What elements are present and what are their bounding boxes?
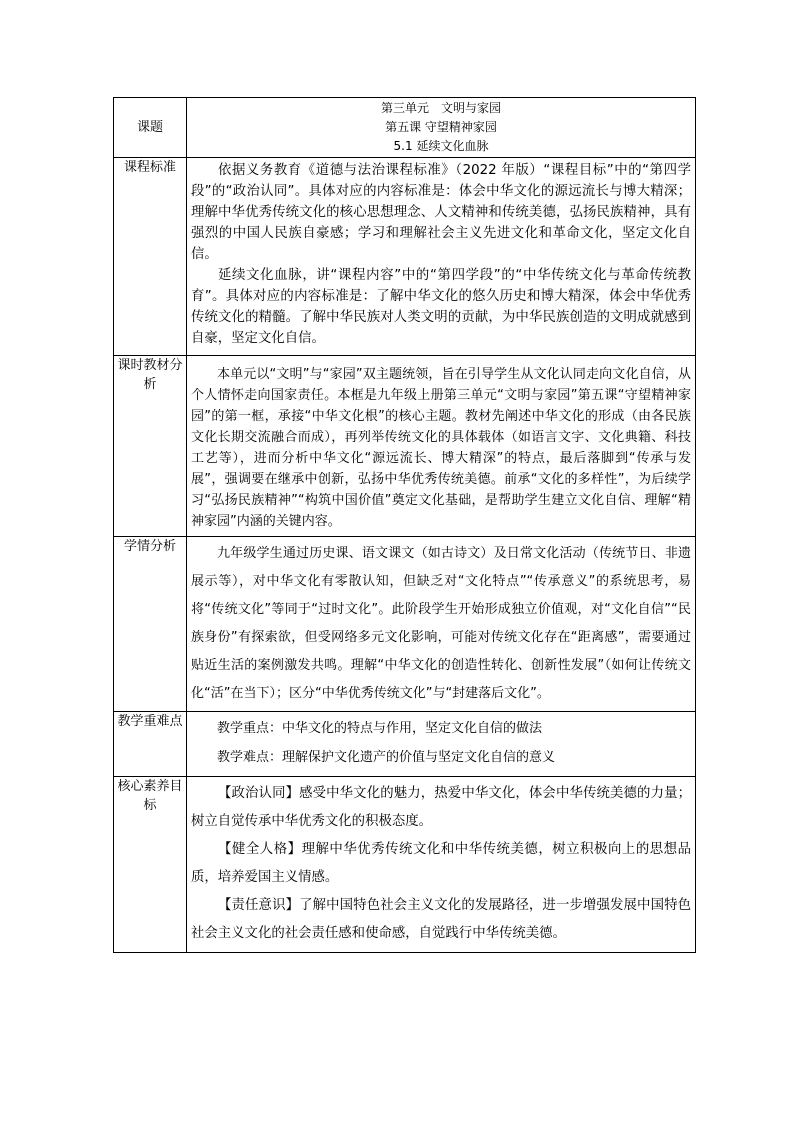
textbook-analysis-text: 本单元以“文明”与“家园”双主题统领，旨在引导学生从文化认同走向文化自信，从个人情怀走向国家责任。本框是九年级上册第三单元“文明与家园”第五课“守望精神家园”的第一框，承接“中华文化根”的核心主题。教材先阐述中华文化的形成（由各民族文化长期交流融合而成），再列举传统文化的具体载体（如语言文字、文化典籍、科技工艺等），进而分析中华文化“源远流长、博大精深”的特点，最后落脚到“传承与发展”，强调要在继承中创新，弘扬中华优秀传统美德。前承“文化的多样性”，为后续学习“弘扬民族精神”“构筑中国价值”奠定文化基础，是帮助学生建立文化自信、理解“精神家园”内涵的关键内容。 bbox=[191, 367, 691, 529]
goal-political-identity: 【政治认同】感受中华文化的魅力，热爱中华文化，体会中华传统美德的力量；树立自觉传承中华优秀文化的积极态度。 bbox=[191, 786, 691, 829]
curriculum-standard-content bbox=[187, 158, 696, 356]
key-points-label: 教学重难点 bbox=[114, 712, 187, 777]
textbook-analysis-row bbox=[114, 356, 696, 537]
key-points-content bbox=[187, 712, 696, 777]
textbook-analysis-content bbox=[187, 356, 696, 537]
goal-sound-personality: 【健全人格】理解中华优秀传统文化和中华传统美德，树立积极向上的思想品质，培养爱国主义情感。 bbox=[191, 842, 691, 885]
topic-row bbox=[114, 98, 696, 158]
lesson-title: 第五课 守望精神家园 bbox=[385, 120, 497, 134]
core-goals-content bbox=[187, 777, 696, 953]
topic-label: 课题 bbox=[114, 98, 187, 158]
learner-analysis-label: 学情分析 bbox=[114, 537, 187, 712]
teaching-focus: 教学重点：中华文化的特点与作用，坚定文化自信的做法 bbox=[217, 721, 543, 736]
curriculum-standard-label: 课程标准 bbox=[114, 158, 187, 356]
section-title: 5.1 延续文化血脉 bbox=[393, 139, 489, 153]
core-goals-row bbox=[114, 777, 696, 953]
learner-analysis-text: 九年级学生通过历史课、语文课文（如古诗文）及日常文化活动（传统节日、非遗展示等），对中华文化有零散认知，但缺乏对“文化特点”“传承意义”的系统思考，易将“传统文化”等同于“过时文化”。此阶段学生开始形成独立价值观，对“文化自信”“民族身份”有探索欲，但受网络多元文化影响，可能对传统文化存在“距离感”，需要通过贴近生活的案例激发共鸣。理解“中华文化的创造性转化、创新性发展”（如何让传统文化“活”在当下）；区分“中华优秀传统文化”与“封建落后文化”。 bbox=[191, 546, 691, 701]
unit-title: 第三单元 文明与家园 bbox=[380, 101, 501, 115]
core-goals-label: 核心素养目标 bbox=[114, 777, 187, 953]
topic-content bbox=[187, 98, 696, 158]
key-points-row bbox=[114, 712, 696, 777]
teaching-difficulty: 教学难点：理解保护文化遗产的价值与坚定文化自信的意义 bbox=[217, 750, 556, 765]
learner-analysis-content bbox=[187, 537, 696, 712]
curriculum-standard-paragraph-1: 依据义务教育《道德与法治课程标准》（2022 年版）“课程目标”中的“第四学段”的“政治认同”。具体对应的内容标准是：体会中华文化的源远流长与博大精深；理解中华优秀传统文化的核心思想理念、人文精神和传统美德，弘扬民族精神，具有强烈的中国人民族自豪感；学习和理解社会主义先进文化和革命文化，坚定文化自信。 bbox=[191, 163, 691, 262]
curriculum-standard-paragraph-2: 延续文化血脉，讲“课程内容”中的“第四学段”的“中华传统文化与革命传统教育”。具体对应的内容标准是：了解中华文化的悠久历史和博大精深，体会中华优秀传统文化的精髓。了解中华民族对人类文明的贡献，为中华民族创造的文明成就感到自豪，坚定文化自信。 bbox=[191, 268, 691, 346]
lesson-plan-table bbox=[113, 97, 696, 953]
textbook-analysis-label: 课时教材分析 bbox=[114, 356, 187, 537]
learner-analysis-row bbox=[114, 537, 696, 712]
goal-sense-of-responsibility: 【责任意识】了解中国特色社会主义文化的发展路径，进一步增强发展中国特色社会主义文化的社会责任感和使命感，自觉践行中华传统美德。 bbox=[191, 898, 691, 941]
curriculum-standard-row bbox=[114, 158, 696, 356]
